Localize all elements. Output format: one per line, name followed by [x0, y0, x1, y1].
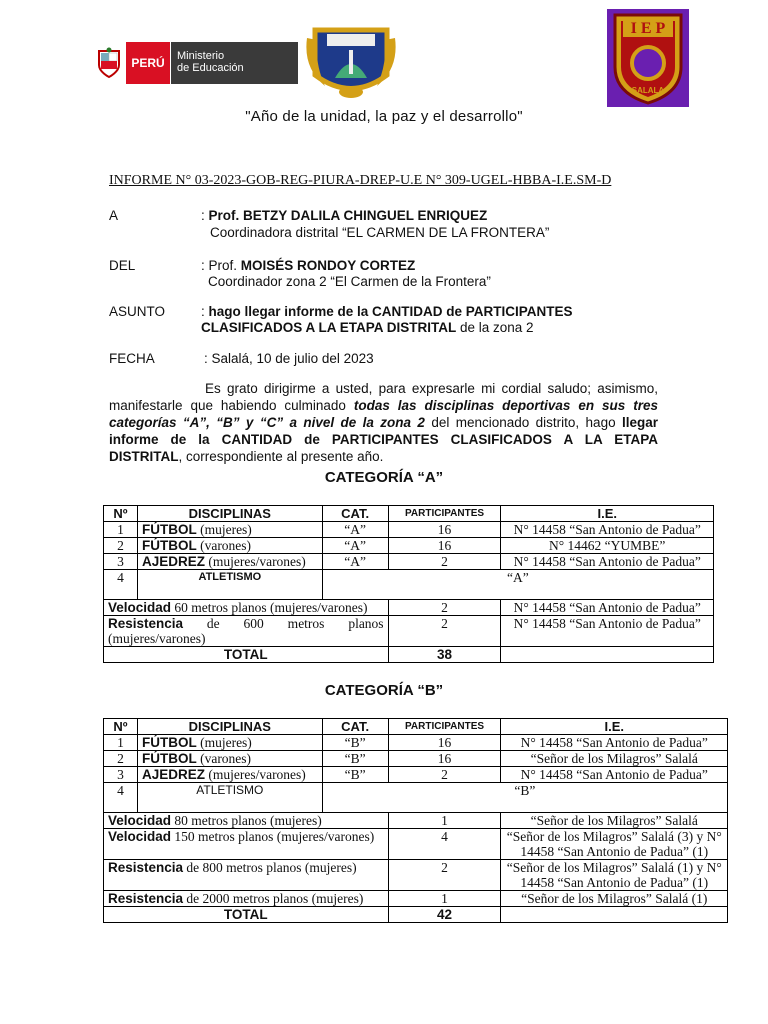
- crest-bottom: SALALA: [631, 86, 665, 95]
- category-b-title: CATEGORÍA “B”: [324, 682, 444, 699]
- asunto-line2: CLASIFICADOS A LA ETAPA DISTRITAL de la zona 2: [201, 320, 534, 335]
- a-recipient: : Prof. BETZY DALILA CHINGUEL ENRIQUEZ: [201, 208, 488, 223]
- school-seal-icon: [305, 20, 397, 102]
- table-row: Velocidad 60 metros planos (mujeres/varones) 2 N° 14458 “San Antonio de Padua”: [104, 600, 714, 616]
- fecha-label: FECHA: [109, 351, 155, 366]
- atletismo-row: 4 ATLETISMO “B”: [104, 783, 728, 813]
- table-row: Resistencia de 800 metros planos (mujeres) 2 “Señor de los Milagros” Salalá (1) y N° 14458 “San Antonio de Padua” (1): [104, 860, 728, 891]
- category-a-table: [103, 505, 714, 663]
- iep-crest-icon: [607, 9, 689, 107]
- col-cat: CAT.: [322, 506, 388, 522]
- crest-letters: I E P: [630, 20, 666, 37]
- del-name: MOISÉS RONDOY CORTEZ: [240, 258, 416, 273]
- table-row: Velocidad 150 metros planos (mujeres/varones) 4 “Señor de los Milagros” Salalá (3) y N° 14458 “San Antonio de Padua” (1): [104, 829, 728, 860]
- informe-number: INFORME N° 03-2023-GOB-REG-PIURA-DREP-U.E N° 309-UGEL-HBBA-I.E.SM-D: [109, 173, 612, 188]
- table-row: 1 FÚTBOL (mujeres) “A” 16 N° 14458 “San Antonio de Padua”: [104, 522, 714, 538]
- asunto-label: ASUNTO: [109, 304, 166, 319]
- table-row: 3 AJEDREZ (mujeres/varones) “B” 2 N° 14458 “San Antonio de Padua”: [104, 767, 728, 783]
- body-paragraph: Es grato dirigirme a usted, para expresarle mi cordial saludo; asimismo, manifestarle que habiendo culminado todas las disciplinas deportivas en sus tres categorías “A”, “B” y “C” a nivel de la zona 2 del mencionado distrito, hago llegar informe de la CANTIDAD de PARTICIPANTES CLASIFICADOS A LA ETAPA DISTRITAL, correspondiente al presente año.: [109, 381, 659, 464]
- table-row: 1 FÚTBOL (mujeres) “B” 16 N° 14458 “San Antonio de Padua”: [104, 735, 728, 751]
- table-header: [104, 506, 714, 522]
- ministerio-label: [171, 42, 298, 84]
- table-row: 2 FÚTBOL (varones) “A” 16 N° 14462 “YUMBE”: [104, 538, 714, 554]
- total-row: TOTAL 38: [104, 647, 714, 663]
- table-row: Velocidad 80 metros planos (mujeres) 1 “Señor de los Milagros” Salalá: [104, 813, 728, 829]
- peru-label: PERÚ: [126, 42, 171, 84]
- table-row: 2 FÚTBOL (varones) “B” 16 “Señor de los Milagros” Salalá: [104, 751, 728, 767]
- col-disciplinas: DISCIPLINAS: [137, 506, 322, 522]
- table-row: Resistencia de 2000 metros planos (mujeres) 1 “Señor de los Milagros” Salalá (1): [104, 891, 728, 907]
- peru-coat-of-arms-icon: [92, 42, 126, 84]
- category-a-title: CATEGORÍA “A”: [324, 469, 444, 486]
- minedu-logo: [92, 42, 298, 84]
- del-role: Coordinador zona 2 “El Carmen de la Frontera”: [208, 274, 491, 289]
- col-ie: I.E.: [501, 506, 714, 522]
- a-label: A: [109, 208, 119, 223]
- table-row: Resistencia de 600 metros planos (mujeres/varones) 2 N° 14458 “San Antonio de Padua”: [104, 616, 714, 647]
- table-header: Nº DISCIPLINAS CAT. PARTICIPANTES I.E.: [104, 719, 728, 735]
- fecha-value: : Salalá, 10 de julio del 2023: [204, 351, 374, 366]
- del-label: DEL: [109, 258, 136, 273]
- a-name: Prof. BETZY DALILA CHINGUEL ENRIQUEZ: [208, 208, 488, 223]
- a-role: Coordinadora distrital “EL CARMEN DE LA FRONTERA”: [210, 225, 550, 240]
- ministerio-line2: de Educación: [177, 62, 244, 74]
- asunto-line1: : hago llegar informe de la CANTIDAD de PARTICIPANTES: [201, 304, 573, 319]
- year-motto: "Año de la unidad, la paz y el desarrollo": [245, 108, 523, 125]
- atletismo-row: 4 ATLETISMO “A”: [104, 570, 714, 600]
- table-row: 3 AJEDREZ (mujeres/varones) “A” 2 N° 14458 “San Antonio de Padua”: [104, 554, 714, 570]
- col-participantes: PARTICIPANTES: [388, 506, 501, 522]
- total-row: TOTAL 42: [104, 907, 728, 923]
- ministerio-line1: Ministerio: [177, 50, 225, 62]
- del-sender: : Prof. MOISÉS RONDOY CORTEZ: [201, 258, 416, 273]
- col-n: Nº: [104, 506, 138, 522]
- category-b-table: [103, 718, 728, 923]
